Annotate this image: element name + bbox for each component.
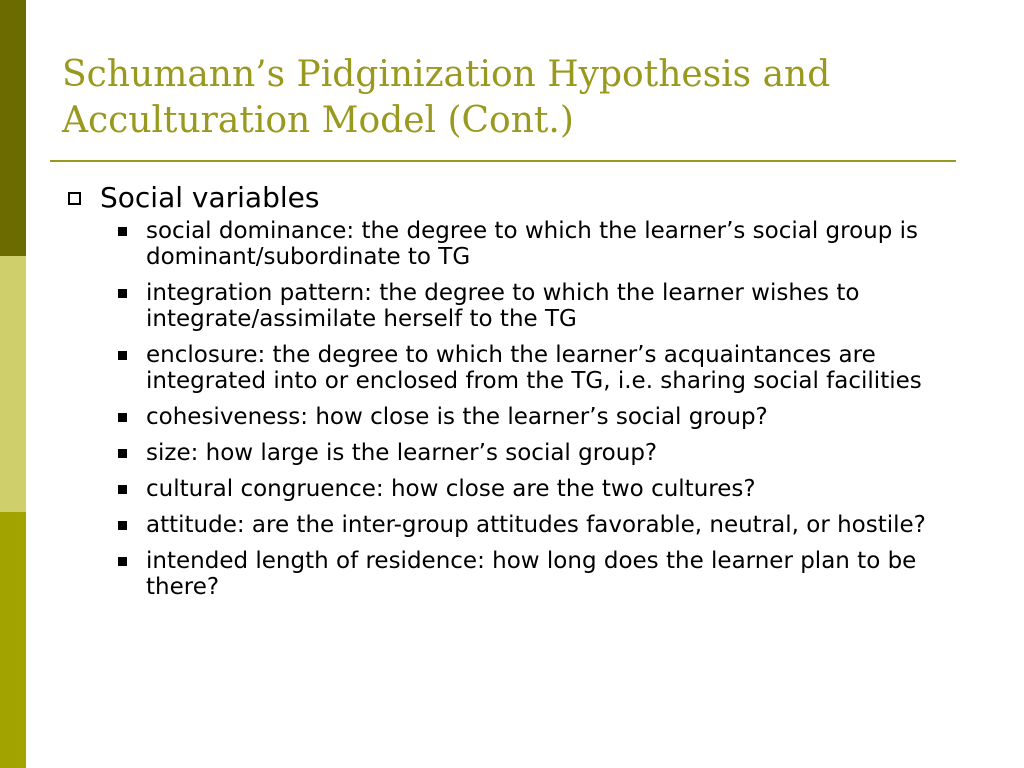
list-item (62, 512, 982, 538)
list-item (62, 440, 982, 466)
list-item-text: integration pattern: the degree to which the learner wishes to integrate/assimilate herself to the TG (146, 280, 860, 332)
side-bar-middle (0, 256, 26, 512)
list-item (62, 476, 982, 502)
list-item-text: intended length of residence: how long does the learner plan to be there? (146, 548, 917, 600)
list-item (62, 218, 982, 270)
filled-square-bullet-icon (118, 289, 127, 298)
filled-square-bullet-icon (118, 449, 127, 458)
bullet-level-1 (62, 178, 982, 218)
list-item (62, 342, 982, 394)
slide-content (62, 178, 982, 610)
list-item-text: social dominance: the degree to which the learner’s social group is dominant/subordinate to TG (146, 218, 919, 270)
side-bar-bottom (0, 512, 26, 768)
list-item (62, 548, 982, 600)
filled-square-bullet-icon (118, 485, 127, 494)
filled-square-bullet-icon (118, 521, 127, 530)
list-item (62, 280, 982, 332)
list-item-text: cohesiveness: how close is the learner’s social group? (146, 404, 768, 430)
side-bar-top (0, 0, 26, 256)
title-divider (50, 160, 956, 162)
list-item-text: enclosure: the degree to which the learner’s acquaintances are integrated into or enclosed from the TG, i.e. sharing social facilities (146, 342, 922, 394)
hollow-square-bullet-icon (68, 192, 81, 205)
slide-title: Schumann’s Pidginization Hypothesis and Acculturation Model (Cont.) (62, 54, 831, 141)
list-item-text: cultural congruence: how close are the two cultures? (146, 476, 756, 502)
list-item-text: attitude: are the inter-group attitudes favorable, neutral, or hostile? (146, 512, 926, 538)
list-item (62, 404, 982, 430)
sub-bullet-list (62, 218, 982, 600)
filled-square-bullet-icon (118, 227, 127, 236)
list-item-text: size: how large is the learner’s social group? (146, 440, 658, 466)
filled-square-bullet-icon (118, 351, 127, 360)
bullet-heading: Social variables (100, 181, 320, 214)
filled-square-bullet-icon (118, 413, 127, 422)
filled-square-bullet-icon (118, 557, 127, 566)
